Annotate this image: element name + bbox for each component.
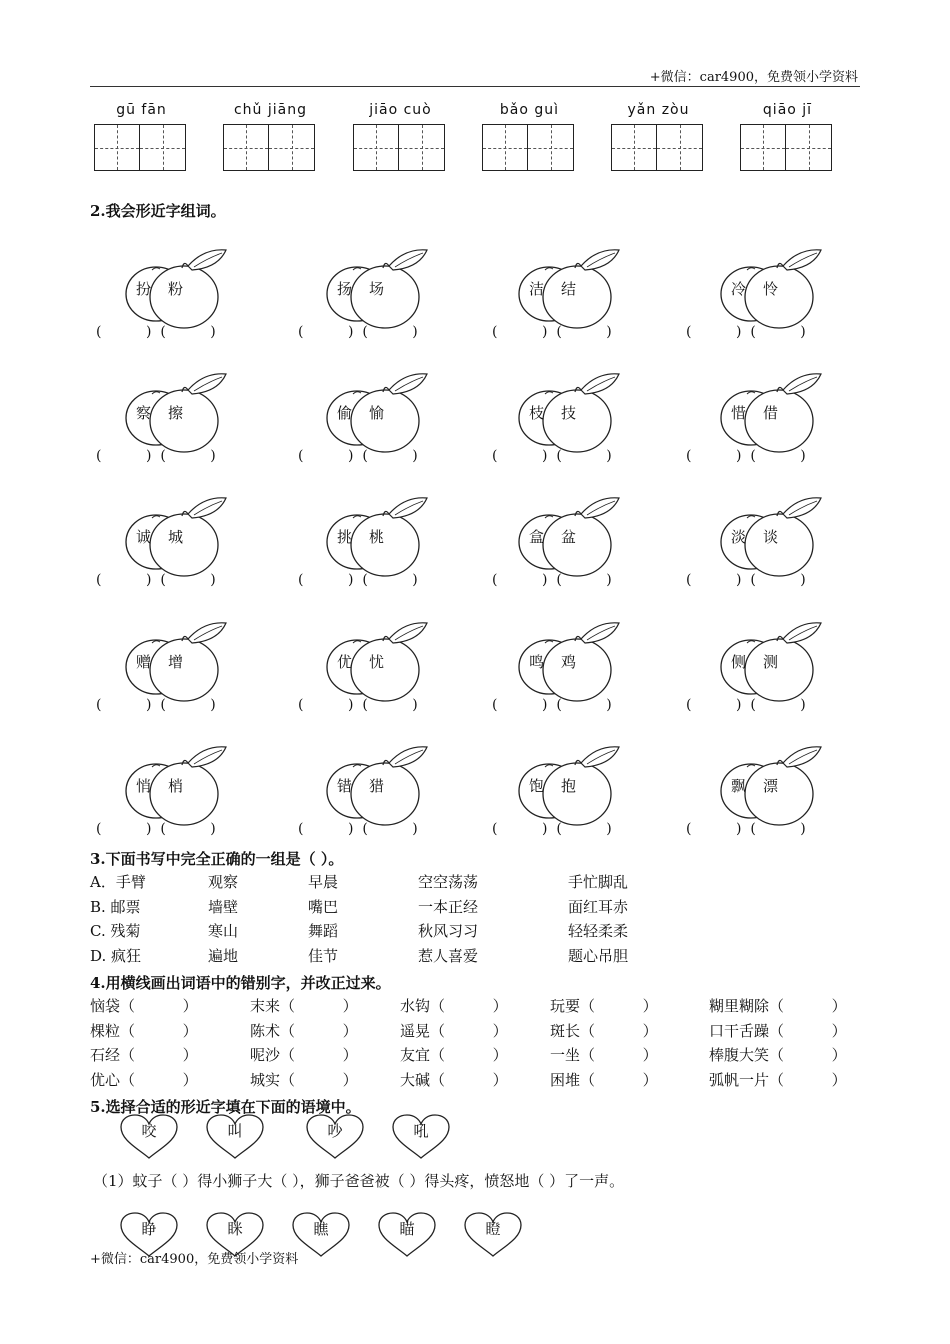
option-word: 墙壁 [208,897,239,916]
fruit-char-right: 漂 [763,777,779,795]
option-word: 手忙脚乱 [568,873,629,891]
option-word: 观察 [208,873,239,891]
header-note: +微信：car4900，免费领小学资料 [649,70,858,85]
fruit-pair [122,492,242,582]
heart-char-option [391,1114,451,1160]
correction-item[interactable]: 呢沙（ ） [250,1046,358,1064]
heart-char: 吵 [327,1122,343,1140]
fruit-char-left: 盒 [529,528,545,546]
fruit-char-left: 诚 [136,528,152,546]
heart-char: 咬 [141,1122,157,1140]
answer-blanks[interactable]: ( ) ( ) [686,697,806,713]
header-rule [90,86,860,87]
answer-blanks[interactable]: ( ) ( ) [298,448,418,464]
fruit-char-left: 飘 [731,777,747,795]
option-word: 面红耳赤 [568,897,629,916]
option-word: 早晨 [308,873,339,891]
fruit-char-right: 梢 [168,777,184,795]
fruit-char-left: 饱 [529,777,545,795]
question-4-title: 4.用横线画出词语中的错别字，并改正过来。 [90,974,391,992]
heart-char-option [463,1212,523,1258]
pinyin-label: jiāo cuò [369,102,432,118]
fruit-char-right: 擦 [168,404,184,422]
answer-blanks[interactable]: ( ) ( ) [298,572,418,588]
fruit-char-left: 惜 [731,404,747,422]
fruit-char-left: 挑 [337,528,353,546]
fruit-char-left: 枝 [529,404,545,422]
fruit-pair [323,492,443,582]
fruit-char-left: 侧 [731,653,747,671]
fruit-char-left: 悄 [136,777,152,795]
pinyin-group [482,102,577,171]
answer-blanks[interactable]: ( ) ( ) [686,324,806,340]
option-word-label[interactable]: A．手臂 [90,873,146,891]
answer-blanks[interactable]: ( ) ( ) [96,697,216,713]
fruit-char-left: 察 [136,404,152,422]
fruit-char-right: 忧 [369,653,385,671]
fruit-pair [515,741,635,831]
option-word-label[interactable]: B. 邮票 [90,897,141,916]
fruit-pair [323,617,443,707]
fruit-char-right: 怜 [763,280,779,298]
answer-blanks[interactable]: ( ) ( ) [686,572,806,588]
fruit-char-right: 鸡 [561,653,577,671]
correction-item[interactable]: 友宜（ ） [400,1046,508,1064]
correction-item[interactable]: 棵粒（ ） [90,1021,198,1040]
fruit-pair [515,617,635,707]
answer-blanks[interactable]: ( ) ( ) [492,324,612,340]
heart-char: 瞄 [399,1220,415,1238]
heart-char: 眯 [227,1220,243,1238]
correction-item[interactable]: 一坐（ ） [550,1046,658,1064]
option-word: 惹人喜爱 [418,946,479,965]
answer-blanks[interactable]: ( ) ( ) [686,448,806,464]
fruit-char-right: 城 [168,528,184,546]
fruit-pair [717,244,837,334]
fruit-char-left: 偷 [337,404,353,422]
option-word-label[interactable]: C. 残菊 [90,922,141,940]
fruit-pair [122,368,242,458]
pinyin-group [223,102,318,171]
fruit-char-right: 借 [763,404,779,422]
answer-blanks[interactable]: ( ) ( ) [686,821,806,837]
correction-item[interactable]: 困堆（ ） [550,1070,658,1089]
option-word: 空空荡荡 [418,873,479,891]
fruit-pair [717,741,837,831]
pinyin-group [611,102,706,171]
correction-item[interactable]: 恼袋（ ） [90,997,198,1015]
fruit-pair [717,368,837,458]
answer-blanks[interactable]: ( ) ( ) [96,572,216,588]
heart-char: 叫 [227,1122,243,1140]
heart-char: 瞧 [313,1220,329,1238]
answer-blanks[interactable]: ( ) ( ) [298,324,418,340]
correction-item[interactable]: 石经（ ） [90,1046,198,1064]
pinyin-label: yǎn zòu [627,102,690,118]
fruit-char-left: 洁 [529,280,545,298]
question-3-title: 3.下面书写中完全正确的一组是（ ）。 [90,850,344,868]
fruit-char-right: 结 [561,280,577,298]
answer-blanks[interactable]: ( ) ( ) [492,821,612,837]
heart-char-option [119,1114,179,1160]
correction-item[interactable]: 糊里糊除（ ） [709,997,847,1015]
correction-item[interactable]: 弧帆一片（ ） [709,1070,847,1089]
fruit-pair [515,244,635,334]
heart-char-option [291,1212,351,1258]
footer-note: +微信：car4900，免费领小学资料 [90,1252,299,1267]
option-word: 一本正经 [418,897,479,916]
option-word: 舞蹈 [308,922,339,940]
fruit-char-left: 优 [337,653,353,671]
heart-char: 睁 [141,1220,157,1238]
answer-blanks[interactable]: ( ) ( ) [96,448,216,464]
pinyin-label: chǔ jiāng [233,102,307,118]
fruit-pair [717,617,837,707]
fruit-char-left: 扮 [136,280,152,298]
heart-char: 吼 [413,1122,429,1140]
option-word: 佳节 [308,946,339,965]
fruit-char-left: 扬 [337,280,353,298]
question-5-sentence: （1）蚊子（ ）得小狮子大（ ），狮子爸爸被（ ）得头疼，愤怒地（ ）了一声。 [93,1172,625,1190]
tian-boxes[interactable] [482,124,577,171]
question-5-title: 5.选择合适的形近字填在下面的语境中。 [90,1098,361,1116]
heart-char-option [377,1212,437,1258]
fruit-char-left: 赠 [136,653,152,671]
heart-char: 瞪 [485,1220,501,1238]
correction-item[interactable]: 末来（ ） [250,997,358,1015]
tian-boxes[interactable] [740,124,835,171]
option-word: 遍地 [208,946,239,965]
fruit-char-right: 盆 [561,528,577,546]
heart-char-option [305,1114,365,1160]
tian-boxes[interactable] [94,124,189,171]
answer-blanks[interactable]: ( ) ( ) [298,821,418,837]
option-word-label[interactable]: D. 疯狂 [90,946,142,965]
option-word: 题心吊胆 [568,946,629,965]
tian-boxes[interactable] [611,124,706,171]
fruit-pair [323,368,443,458]
option-word: 轻轻柔柔 [568,922,629,940]
fruit-pair [122,617,242,707]
fruit-char-right: 愉 [369,404,385,422]
answer-blanks[interactable]: ( ) ( ) [492,572,612,588]
answer-blanks[interactable]: ( ) ( ) [96,324,216,340]
pinyin-group [353,102,448,171]
correction-item[interactable]: 陈术（ ） [250,1021,358,1040]
pinyin-label: qiāo jī [762,102,813,118]
fruit-pair [323,741,443,831]
pinyin-label: gū fān [116,102,167,118]
fruit-char-right: 测 [763,653,779,671]
fruit-char-left: 错 [337,777,353,795]
fruit-pair [717,492,837,582]
correction-item[interactable]: 口干舌躁（ ） [709,1021,847,1040]
fruit-char-left: 淡 [731,528,747,546]
pinyin-group [94,102,189,171]
correction-item[interactable]: 大碱（ ） [400,1070,508,1089]
tian-boxes[interactable] [353,124,448,171]
fruit-char-left: 鸣 [529,653,545,671]
correction-item[interactable]: 水钩（ ） [400,997,508,1015]
fruit-pair [515,492,635,582]
fruit-pair [122,741,242,831]
correction-item[interactable]: 遥晃（ ） [400,1021,508,1040]
correction-item[interactable]: 棒腹大笑（ ） [709,1046,847,1064]
fruit-char-right: 增 [168,653,184,671]
pinyin-label: bǎo guì [499,102,560,118]
correction-item[interactable]: 城实（ ） [250,1070,358,1089]
answer-blanks[interactable]: ( ) ( ) [298,697,418,713]
fruit-char-right: 抱 [561,777,577,795]
fruit-char-right: 粉 [168,280,184,298]
option-word: 秋风习习 [418,922,479,940]
fruit-char-right: 谈 [763,528,779,546]
tian-boxes[interactable] [223,124,318,171]
fruit-char-right: 猎 [369,777,385,795]
fruit-char-left: 冷 [731,280,747,298]
heart-char-option [205,1114,265,1160]
fruit-pair [323,244,443,334]
correction-item[interactable]: 优心（ ） [90,1070,198,1089]
answer-blanks[interactable]: ( ) ( ) [96,821,216,837]
fruit-pair [515,368,635,458]
fruit-char-right: 场 [369,280,385,298]
answer-blanks[interactable]: ( ) ( ) [492,448,612,464]
option-word: 嘴巴 [308,897,339,916]
question-2-title: 2.我会形近字组词。 [90,202,226,220]
correction-item[interactable]: 斑长（ ） [550,1021,658,1040]
fruit-char-right: 技 [561,404,577,422]
fruit-pair [122,244,242,334]
option-word: 寒山 [208,922,239,940]
answer-blanks[interactable]: ( ) ( ) [492,697,612,713]
correction-item[interactable]: 玩要（ ） [550,997,658,1015]
pinyin-group [740,102,835,171]
fruit-char-right: 桃 [369,528,385,546]
